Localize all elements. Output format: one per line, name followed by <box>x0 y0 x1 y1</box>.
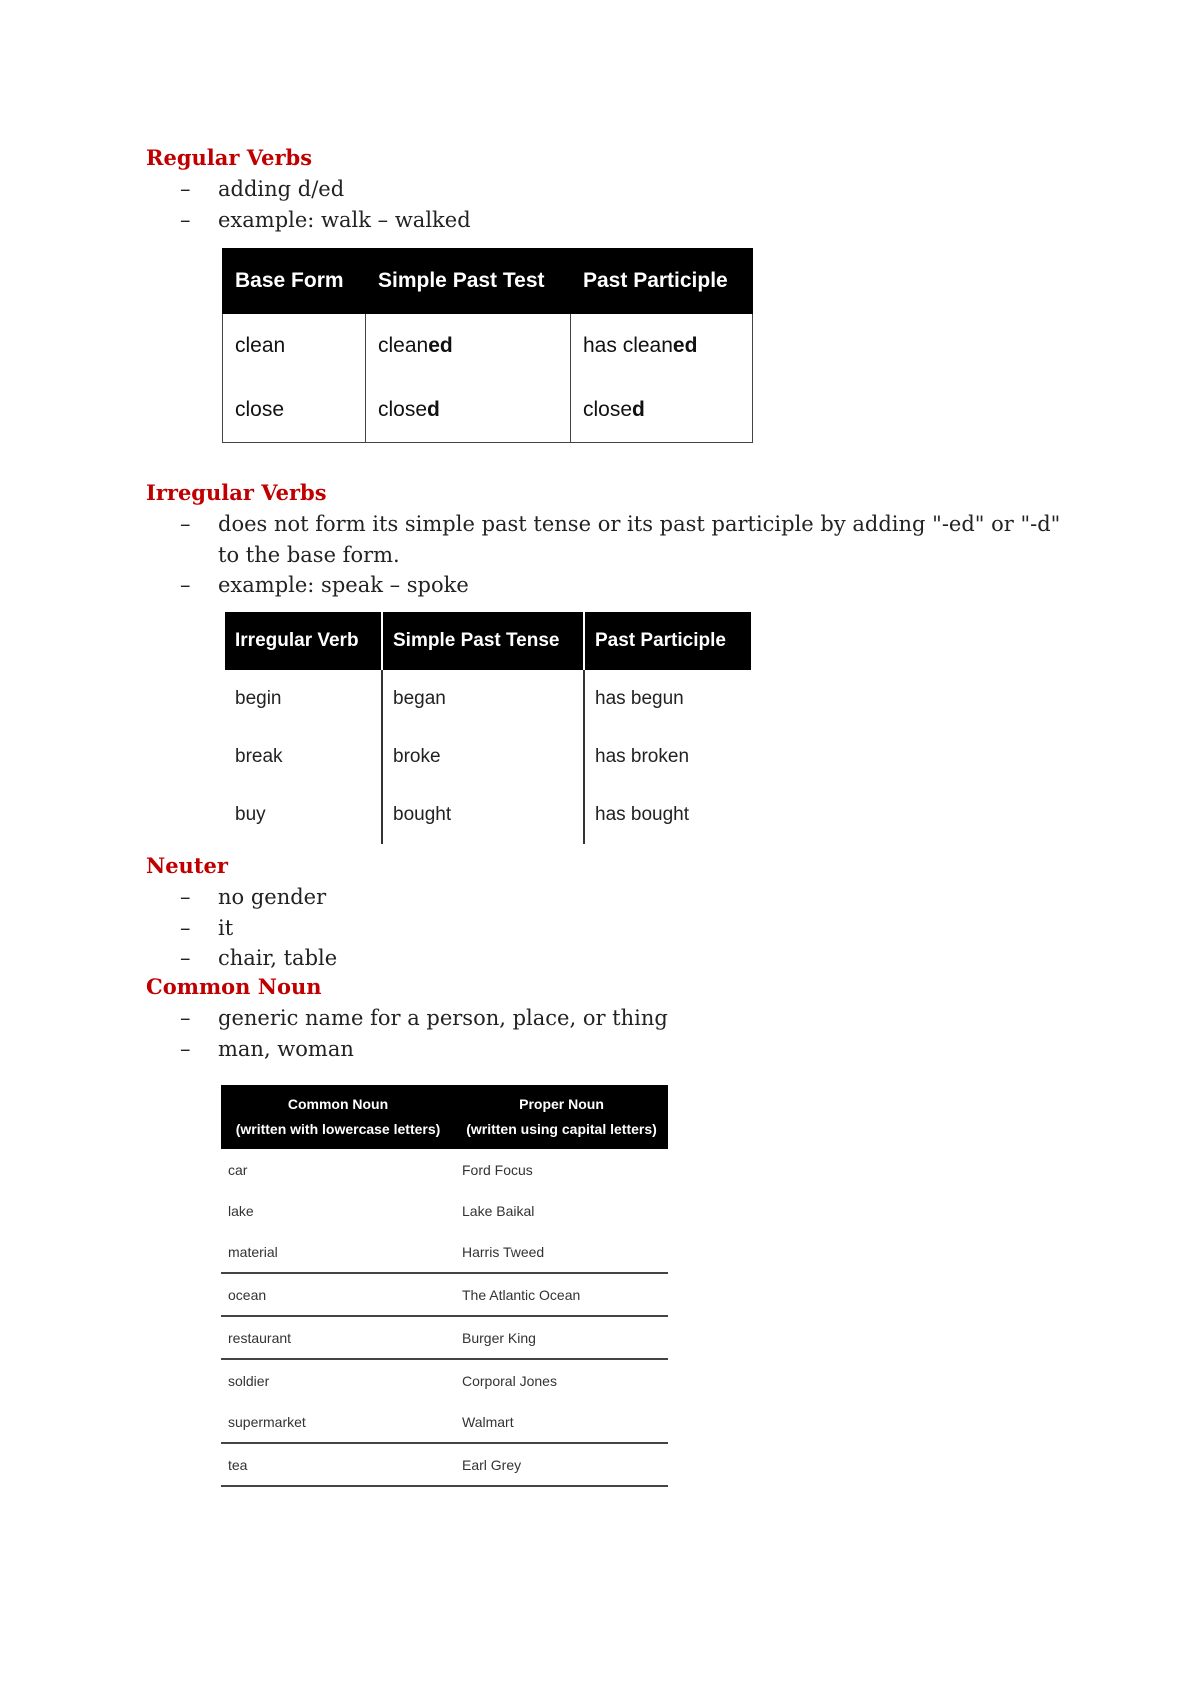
table-cell: closed <box>366 378 571 443</box>
table-row <box>225 670 751 728</box>
list-item: – does not form its simple past tense or its past participle by adding "-ed" or "-d" to the base form. <box>180 509 1078 570</box>
common-proper-noun-table <box>221 1085 668 1487</box>
list-item: – example: speak – spoke <box>180 570 1078 601</box>
table-cell: The Atlantic Ocean <box>455 1273 668 1316</box>
table-cell: Corporal Jones <box>462 1372 557 1389</box>
table-header: Past Participle <box>584 612 751 670</box>
table-header <box>221 1085 455 1149</box>
table-cell: close <box>223 378 366 443</box>
table-row <box>221 1231 668 1273</box>
table-cell: bought <box>382 786 584 844</box>
table-cell: tea <box>221 1443 455 1486</box>
table-cell: Lake Baikal <box>462 1202 535 1219</box>
table-cell: ocean <box>221 1273 455 1316</box>
list-item: – example: walk – walked <box>180 205 471 236</box>
irregular-verbs-bullets <box>180 509 1078 601</box>
table-cell: cleaned <box>366 314 571 379</box>
table-cell: clean <box>223 314 366 379</box>
table-header: Base Form <box>223 249 366 314</box>
regular-verbs-table <box>222 248 753 443</box>
table-cell: begin <box>235 688 282 709</box>
table-cell: buy <box>235 804 266 825</box>
table-cell: has cleaned <box>571 314 753 379</box>
heading-neuter: Neuter <box>146 853 228 878</box>
list-item: – generic name for a person, place, or thing <box>180 1003 668 1034</box>
table-cell: closed <box>571 378 753 443</box>
table-cell: began <box>382 670 584 728</box>
table-row <box>221 1190 668 1231</box>
suffix-highlight: d <box>632 398 645 421</box>
table-cell: has bought <box>584 786 751 844</box>
heading-regular-verbs: Regular Verbs <box>146 145 313 170</box>
table-row <box>221 1401 668 1443</box>
table-cell: Earl Grey <box>455 1443 668 1486</box>
table-header: Past Participle <box>571 249 753 314</box>
table-cell: material <box>221 1231 455 1273</box>
table-row <box>221 1316 668 1359</box>
neuter-bullets <box>180 882 337 974</box>
table-row <box>221 1443 668 1486</box>
table-row <box>225 786 751 844</box>
header-note: (written using capital letters) <box>466 1121 657 1137</box>
table-cell: Walmart <box>455 1401 668 1443</box>
table-cell: soldier <box>228 1372 270 1389</box>
table-cell: car <box>228 1161 248 1178</box>
table-header-row <box>223 249 753 314</box>
table-row <box>223 378 753 443</box>
heading-common-noun: Common Noun <box>146 974 322 999</box>
table-cell: restaurant <box>221 1316 455 1359</box>
header-title: Proper Noun <box>519 1096 604 1112</box>
list-item: – man, woman <box>180 1034 668 1065</box>
table-cell: has broken <box>584 728 751 786</box>
heading-irregular-verbs: Irregular Verbs <box>146 480 327 505</box>
table-header <box>455 1085 668 1149</box>
table-cell: lake <box>228 1202 254 1219</box>
header-title: Common Noun <box>287 1096 389 1112</box>
table-row <box>225 728 751 786</box>
table-header-row <box>225 612 751 670</box>
header-note: (written with lowercase letters) <box>235 1121 441 1137</box>
list-item: – no gender <box>180 882 337 913</box>
table-row <box>223 314 753 379</box>
table-header-row <box>221 1085 668 1149</box>
table-header: Simple Past Tense <box>382 612 584 670</box>
regular-verbs-bullets <box>180 174 471 235</box>
table-header: Irregular Verb <box>225 612 382 670</box>
table-cell: supermarket <box>221 1401 455 1443</box>
table-cell: break <box>235 746 283 767</box>
table-cell: broke <box>382 728 584 786</box>
table-cell: Harris Tweed <box>455 1231 668 1273</box>
list-item: – chair, table <box>180 943 337 974</box>
irregular-verbs-table <box>225 612 751 844</box>
suffix-highlight: ed <box>672 334 698 357</box>
table-row <box>221 1273 668 1316</box>
list-item: – adding d/ed <box>180 174 471 205</box>
table-row <box>221 1359 668 1401</box>
table-row <box>221 1149 668 1190</box>
table-header: Simple Past Test <box>366 249 571 314</box>
table-cell: has begun <box>584 670 751 728</box>
common-noun-bullets <box>180 1003 668 1064</box>
list-item: – it <box>180 913 337 944</box>
suffix-highlight: d <box>427 398 440 421</box>
table-cell: Ford Focus <box>462 1161 533 1178</box>
suffix-highlight: ed <box>428 334 453 357</box>
table-cell: Burger King <box>455 1316 668 1359</box>
